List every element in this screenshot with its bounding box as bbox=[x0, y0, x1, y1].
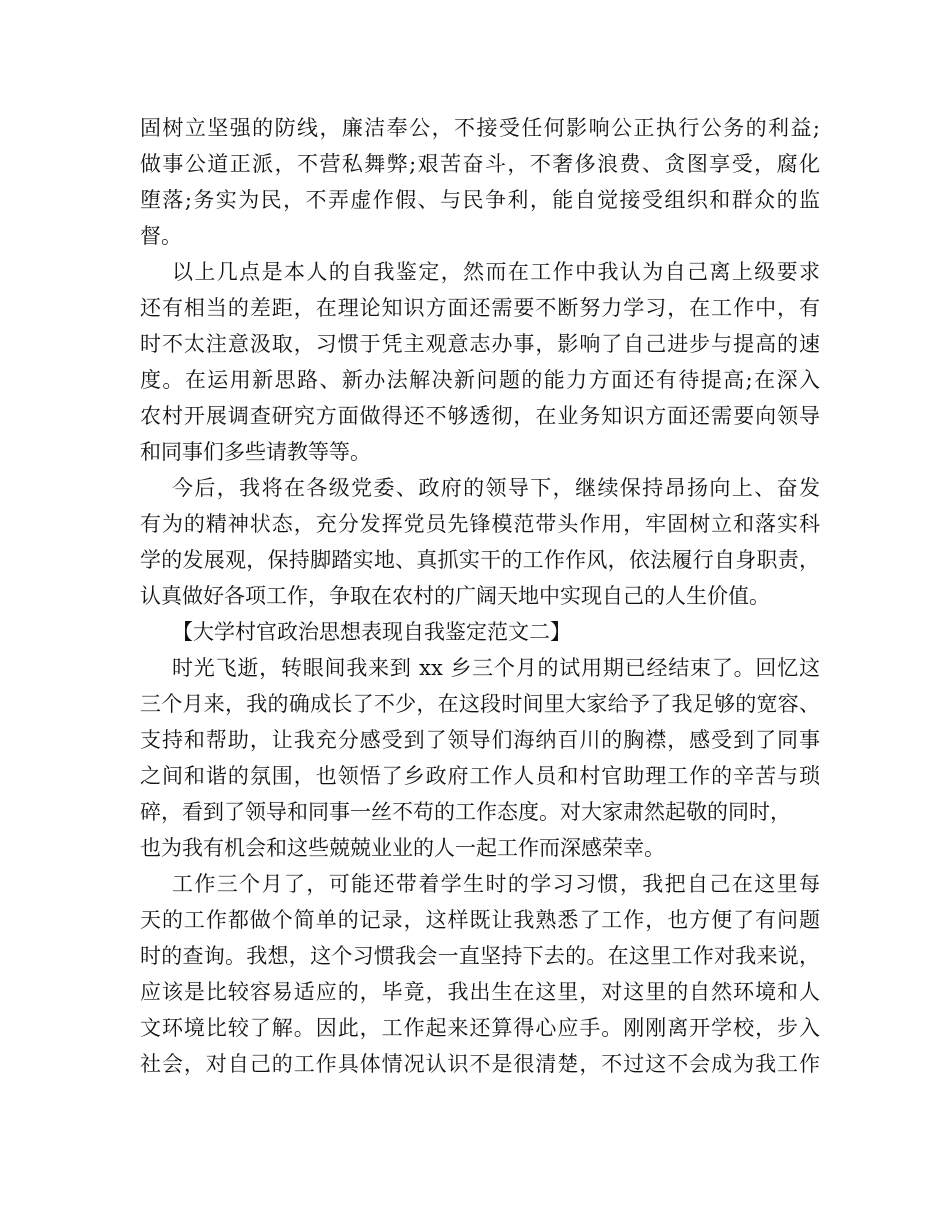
text-line: 认真做好各项工作，争取在农村的广阔天地中实现自己的人生价值。 bbox=[140, 584, 770, 608]
text-line: 之间和谐的氛围，也领悟了乡政府工作人员和村官助理工作的辛苦与琐 bbox=[140, 764, 820, 788]
text-line: 时不太注意汲取，习惯于凭主观意志办事，影响了自己进步与提高的速 bbox=[140, 332, 820, 356]
paragraph-first-line: 今后，我将在各级党委、政府的领导下，继续保持昂扬向上、奋发 bbox=[172, 476, 820, 500]
text-line: 社会，对自己的工作具体情况认识不是很清楚，不过这不会成为我工作 bbox=[140, 1052, 820, 1076]
text-line: 和同事们多些请教等等。 bbox=[140, 440, 371, 464]
text-line: 文环境比较了解。因此，工作起来还算得心应手。刚刚离开学校，步入 bbox=[140, 1016, 820, 1040]
text-line: 堕落;务实为民，不弄虚作假、与民争利，能自觉接受组织和群众的监 bbox=[140, 188, 820, 212]
text-line: 三个月来，我的确成长了不少，在这段时间里大家给予了我足够的宽容、 bbox=[140, 692, 820, 716]
text-line: 还有相当的差距，在理论知识方面还需要不断努力学习，在工作中，有 bbox=[140, 296, 820, 320]
text-line: 学的发展观，保持脚踏实地、真抓实干的工作作风，依法履行自身职责， bbox=[140, 548, 820, 572]
text-line: 固树立坚强的防线，廉洁奉公，不接受任何影响公正执行公务的利益; bbox=[140, 116, 820, 140]
text-line: 应该是比较容易适应的，毕竟，我出生在这里，对这里的自然环境和人 bbox=[140, 980, 820, 1004]
text-line: 支持和帮助，让我充分感受到了领导们海纳百川的胸襟，感受到了同事 bbox=[140, 728, 820, 752]
text-line: 度。在运用新思路、新办法解决新问题的能力方面还有待提高;在深入 bbox=[140, 368, 820, 392]
text-line: 做事公道正派，不营私舞弊;艰苦奋斗，不奢侈浪费、贪图享受，腐化 bbox=[140, 152, 820, 176]
text-line: 有为的精神状态，充分发挥党员先锋模范带头作用，牢固树立和落实科 bbox=[140, 512, 820, 536]
text-line: 也为我有机会和这些兢兢业业的人一起工作而深感荣幸。 bbox=[140, 836, 665, 860]
text-line: 督。 bbox=[140, 224, 182, 248]
section-heading: 【大学村官政治思想表现自我鉴定范文二】 bbox=[172, 620, 571, 644]
paragraph-first-line: 以上几点是本人的自我鉴定，然而在工作中我认为自己离上级要求 bbox=[172, 260, 820, 284]
text-line: 天的工作都做个简单的记录，这样既让我熟悉了工作，也方便了有问题 bbox=[140, 908, 820, 932]
paragraph-first-line: 工作三个月了，可能还带着学生时的学习习惯，我把自己在这里每 bbox=[172, 872, 820, 896]
paragraph-first-line: 时光飞逝，转眼间我来到 xx 乡三个月的试用期已经结束了。回忆这 bbox=[172, 656, 820, 680]
text-line: 时的查询。我想，这个习惯我会一直坚持下去的。在这里工作对我来说， bbox=[140, 944, 820, 968]
text-line: 碎，看到了领导和同事一丝不苟的工作态度。对大家肃然起敬的同时， bbox=[140, 800, 791, 824]
text-line: 农村开展调查研究方面做得还不够透彻，在业务知识方面还需要向领导 bbox=[140, 404, 820, 428]
